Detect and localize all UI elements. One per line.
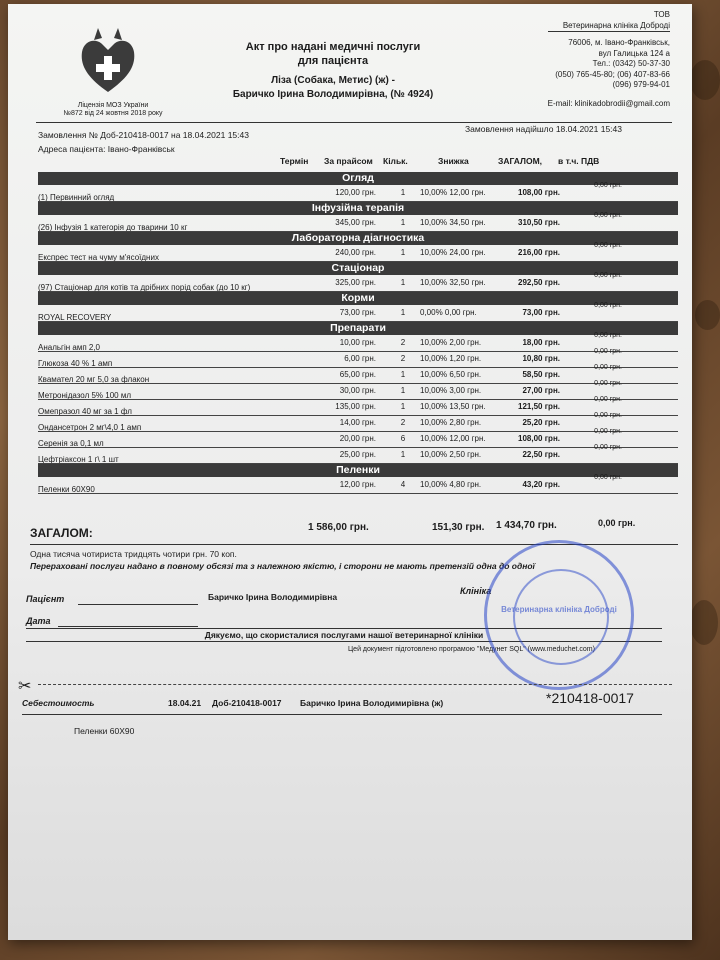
patient-address: Адреса пацієнта: Івано-Франківськ bbox=[38, 144, 175, 154]
item-vat: 0,00 грн. bbox=[594, 380, 622, 387]
patient-sign-label: Пацієнт bbox=[26, 594, 65, 604]
col-qty: Кільк. bbox=[383, 156, 408, 166]
item-qty: 1 bbox=[400, 386, 406, 395]
item-vat: 0,00 грн. bbox=[594, 302, 622, 309]
item-qty: 1 bbox=[400, 278, 406, 287]
item-discount: 10,00% 2,80 грн. bbox=[420, 418, 482, 427]
item-total: 25,20 грн. bbox=[522, 418, 560, 427]
item-price: 73,00 грн. bbox=[339, 308, 376, 317]
stub-order: Доб-210418-0017 bbox=[212, 698, 282, 708]
totals-in-words: Одна тисяча чотириста тридцять чотири грн. 70 коп. bbox=[30, 549, 237, 559]
table-row bbox=[38, 474, 678, 494]
software-note: Цей документ підготовлено програмою "Медунет SQL" (www.meduchet.com) bbox=[348, 646, 595, 653]
item-qty: 1 bbox=[400, 188, 406, 197]
item-name: Серенія за 0,1 мл bbox=[38, 439, 104, 448]
item-total: 18,00 грн. bbox=[522, 338, 560, 347]
item-discount: 10,00% 32,50 грн. bbox=[420, 278, 486, 287]
cut-line bbox=[38, 684, 672, 685]
item-price: 10,00 грн. bbox=[339, 338, 376, 347]
clinic-stamp bbox=[484, 540, 634, 690]
totals-label: ЗАГАЛОМ: bbox=[30, 526, 93, 540]
license-info bbox=[48, 102, 178, 118]
clinic-type: ТОВ bbox=[653, 10, 670, 19]
date-label: Дата bbox=[26, 616, 51, 626]
clinic-name: Ветеринарна клініка Доброді bbox=[548, 21, 670, 33]
item-qty: 2 bbox=[400, 418, 406, 427]
clinic-sign-label: Клініка bbox=[460, 586, 492, 596]
col-term: Термін bbox=[280, 156, 309, 166]
license-line-2: №872 від 24 жовтня 2018 року bbox=[63, 110, 163, 117]
item-price: 6,00 грн. bbox=[344, 354, 376, 363]
item-total: 43,20 грн. bbox=[522, 480, 560, 489]
item-name: Метронідазол 5% 100 мл bbox=[38, 391, 131, 400]
item-qty: 4 bbox=[400, 480, 406, 489]
table-row bbox=[38, 302, 678, 322]
item-name: Глюкоза 40 % 1 амп bbox=[38, 359, 113, 368]
totals-total: 1 434,70 грн. bbox=[496, 520, 557, 531]
clinic-tel-1: Тел.: (0342) 50-37-30 bbox=[592, 59, 670, 68]
item-discount: 10,00% 3,00 грн. bbox=[420, 386, 482, 395]
clinic-tel-2: (050) 765-45-80; (06) 407-83-66 bbox=[555, 69, 670, 79]
table-row bbox=[38, 212, 678, 232]
item-price: 12,00 грн. bbox=[339, 480, 376, 489]
header-divider bbox=[36, 122, 672, 123]
item-name: Експрес тест на чуму м'ясоїдних bbox=[38, 253, 159, 262]
scissors-icon: ✂ bbox=[18, 678, 32, 695]
section-header: Стаціонар bbox=[38, 262, 678, 275]
item-vat: 0,00 грн. bbox=[594, 396, 622, 403]
item-name: Ондансетрон 2 мг\4,0 1 амп bbox=[38, 423, 142, 432]
table-row bbox=[38, 242, 678, 262]
item-name: Цефтріаксон 1 г\ 1 шт bbox=[38, 455, 119, 464]
stub-label: Себестоимость bbox=[22, 698, 95, 708]
title-line-2: для пацієнта bbox=[297, 55, 369, 67]
table-row bbox=[38, 272, 678, 292]
document-page bbox=[8, 4, 692, 940]
item-price: 325,00 грн. bbox=[335, 278, 376, 287]
table-row bbox=[38, 444, 678, 464]
stub-divider bbox=[22, 714, 662, 715]
item-total: 216,00 грн. bbox=[518, 248, 560, 257]
col-discount: Знижка bbox=[438, 156, 469, 166]
stamp-inner-ring bbox=[513, 569, 609, 665]
item-price: 345,00 грн. bbox=[335, 218, 376, 227]
stub-date: 18.04.21 bbox=[168, 698, 202, 708]
section-header: Лабораторна діагностика bbox=[38, 232, 678, 245]
item-name: (26) Інфузія 1 категорія до тварини 10 кг bbox=[38, 223, 188, 232]
item-price: 30,00 грн. bbox=[339, 386, 376, 395]
item-vat: 0,00 грн. bbox=[594, 444, 622, 451]
item-qty: 2 bbox=[400, 354, 406, 363]
patient-line-1: Ліза (Собака, Метис) (ж) - bbox=[271, 75, 395, 86]
section-header: Пеленки bbox=[38, 464, 678, 477]
document-title bbox=[208, 40, 458, 68]
item-qty: 6 bbox=[400, 434, 406, 443]
stamp-text: Ветеринарна клініка Доброді bbox=[501, 605, 617, 614]
item-discount: 10,00% 24,00 грн. bbox=[420, 248, 486, 257]
item-discount: 10,00% 4,80 грн. bbox=[420, 480, 482, 489]
item-price: 135,00 грн. bbox=[335, 402, 376, 411]
patient-header bbox=[208, 74, 458, 102]
section-header: Корми bbox=[38, 292, 678, 305]
license-line-1: Ліцензія МОЗ України bbox=[77, 102, 149, 109]
item-total: 22,50 грн. bbox=[522, 450, 560, 459]
item-discount: 10,00% 2,00 грн. bbox=[420, 338, 482, 347]
totals-price: 1 586,00 грн. bbox=[308, 522, 369, 533]
title-line-1: Акт про надані медичні послуги bbox=[245, 41, 421, 53]
item-discount: 10,00% 12,00 грн. bbox=[420, 434, 486, 443]
item-qty: 1 bbox=[400, 248, 406, 257]
item-discount: 10,00% 1,20 грн. bbox=[420, 354, 482, 363]
item-price: 65,00 грн. bbox=[339, 370, 376, 379]
item-qty: 1 bbox=[400, 450, 406, 459]
item-vat: 0,00 грн. bbox=[594, 412, 622, 419]
item-qty: 1 bbox=[400, 218, 406, 227]
totals-discount: 151,30 грн. bbox=[432, 522, 485, 533]
item-vat: 0,00 грн. bbox=[594, 428, 622, 435]
item-price: 14,00 грн. bbox=[339, 418, 376, 427]
date-sign-line bbox=[58, 626, 198, 627]
item-price: 25,00 грн. bbox=[339, 450, 376, 459]
item-discount: 10,00% 13,50 грн. bbox=[420, 402, 486, 411]
item-discount: 10,00% 34,50 грн. bbox=[420, 218, 486, 227]
table-row bbox=[38, 182, 678, 202]
clinic-info bbox=[548, 10, 670, 109]
clinic-city: 76006, м. Івано-Франківськ, bbox=[568, 38, 670, 47]
clinic-tel-3: (096) 979-94-01 bbox=[612, 80, 670, 89]
stub-patient: Баричко Ірина Володимирівна (ж) bbox=[300, 698, 444, 708]
patient-line-2: Баричко Ірина Володимирівна, (№ 4924) bbox=[232, 89, 434, 100]
item-total: 58,50 грн. bbox=[522, 370, 560, 379]
item-vat: 0,00 грн. bbox=[594, 332, 622, 339]
item-total: 73,00 грн. bbox=[522, 308, 560, 317]
col-total: ЗАГАЛОМ, bbox=[498, 156, 543, 166]
item-name: (97) Стаціонар для котів та дрібних порід собак (до 10 кг) bbox=[38, 283, 251, 292]
thanks-banner: Дякуємо, що скористалися послугами нашої ветеринарної клініки bbox=[26, 628, 662, 642]
item-name: Квамател 20 мг 5,0 за флакон bbox=[38, 375, 150, 384]
stub-item: Пеленки 60Х90 bbox=[74, 726, 135, 736]
item-name: Пеленки 60Х90 bbox=[38, 485, 95, 494]
order-received: Замовлення надійшло 18.04.2021 15:43 bbox=[465, 124, 622, 134]
item-qty: 1 bbox=[400, 402, 406, 411]
item-total: 108,00 грн. bbox=[518, 434, 560, 443]
item-name: Анальгін амп 2,0 bbox=[38, 343, 100, 352]
item-discount: 0,00% 0,00 грн. bbox=[420, 308, 477, 317]
item-price: 120,00 грн. bbox=[335, 188, 376, 197]
totals-vat: 0,00 грн. bbox=[598, 518, 636, 528]
item-vat: 0,00 грн. bbox=[594, 348, 622, 355]
stub-code: *210418-0017 bbox=[546, 690, 634, 706]
item-discount: 10,00% 2,50 грн. bbox=[420, 450, 482, 459]
order-number: Замовлення № Доб-210418-0017 на 18.04.2021 15:43 bbox=[38, 130, 249, 140]
item-price: 20,00 грн. bbox=[339, 434, 376, 443]
item-discount: 10,00% 12,00 грн. bbox=[420, 188, 486, 197]
item-name: ROYAL RECOVERY bbox=[38, 313, 112, 322]
item-total: 310,50 грн. bbox=[518, 218, 560, 227]
section-header: Огляд bbox=[38, 172, 678, 185]
clinic-logo bbox=[78, 26, 138, 98]
item-qty: 1 bbox=[400, 308, 406, 317]
col-price: За прайсом bbox=[324, 156, 373, 166]
item-total: 108,00 грн. bbox=[518, 188, 560, 197]
item-discount: 10,00% 6,50 грн. bbox=[420, 370, 482, 379]
table-header bbox=[38, 156, 678, 170]
totals-statement: Перераховані послуги надано в повному обсязі та з належною якістю, і сторони не мають претензій одна до одної bbox=[30, 561, 535, 571]
item-vat: 0,00 грн. bbox=[594, 212, 622, 219]
col-vat: в т.ч. ПДВ bbox=[558, 156, 600, 166]
section-header: Інфузійна терапія bbox=[38, 202, 678, 215]
item-total: 10,80 грн. bbox=[522, 354, 560, 363]
patient-sign-name: Баричко Ірина Володимирівна bbox=[208, 592, 338, 602]
row-divider bbox=[38, 493, 678, 494]
clinic-email: E-mail: klinikadobrodii@gmail.com bbox=[547, 98, 670, 108]
item-total: 121,50 грн. bbox=[518, 402, 560, 411]
item-vat: 0,00 грн. bbox=[594, 272, 622, 279]
item-vat: 0,00 грн. bbox=[594, 364, 622, 371]
item-qty: 1 bbox=[400, 370, 406, 379]
item-name: (1) Первинний огляд bbox=[38, 193, 115, 202]
section-header: Препарати bbox=[38, 322, 678, 335]
item-qty: 2 bbox=[400, 338, 406, 347]
clinic-street: вул Галицька 124 а bbox=[598, 48, 670, 58]
item-name: Омепразол 40 мг за 1 фл bbox=[38, 407, 132, 416]
item-vat: 0,00 грн. bbox=[594, 474, 622, 481]
item-price: 240,00 грн. bbox=[335, 248, 376, 257]
item-total: 292,50 грн. bbox=[518, 278, 560, 287]
patient-sign-line bbox=[78, 604, 198, 605]
item-vat: 0,00 грн. bbox=[594, 182, 622, 189]
item-vat: 0,00 грн. bbox=[594, 242, 622, 249]
item-total: 27,00 грн. bbox=[522, 386, 560, 395]
